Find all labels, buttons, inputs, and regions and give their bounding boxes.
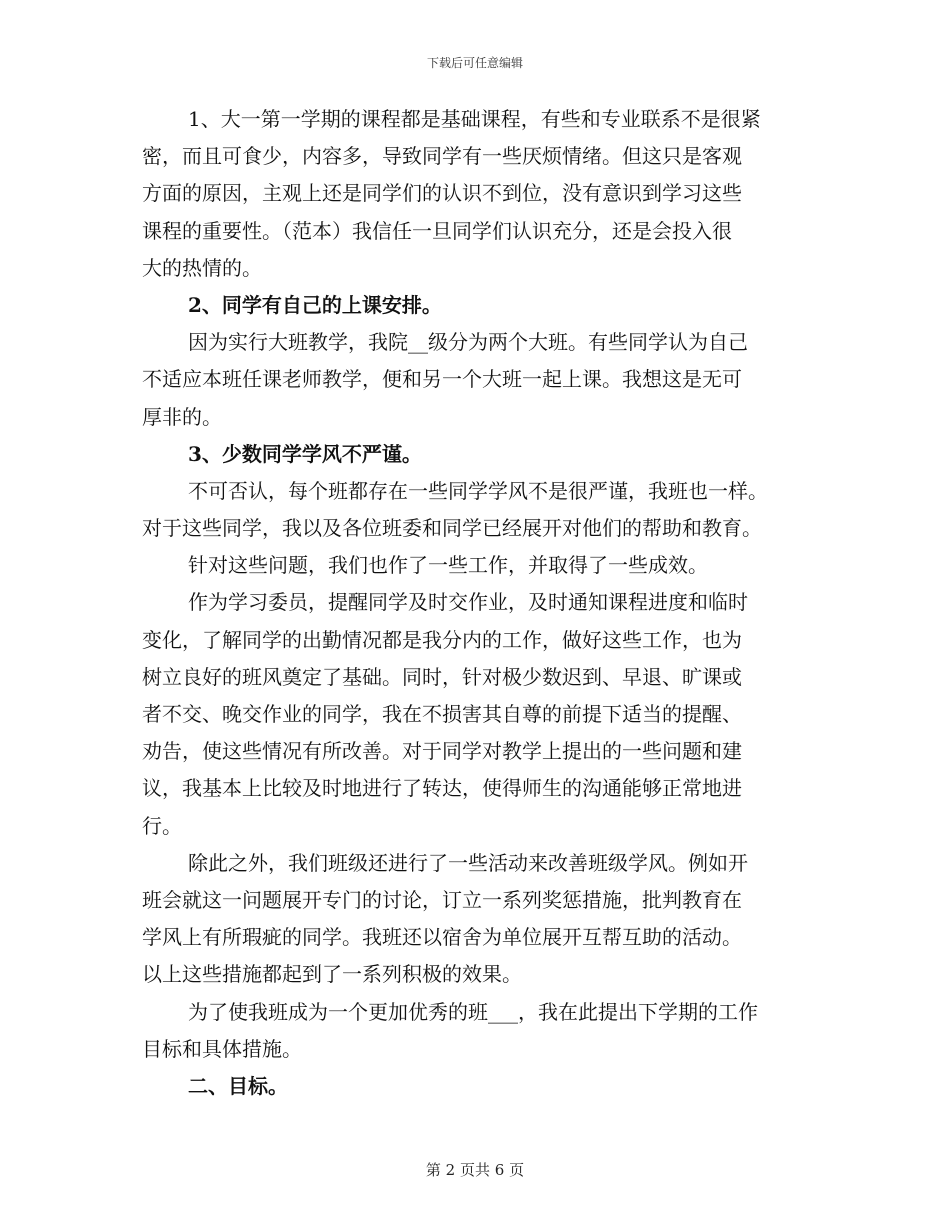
text-line: 学风上有所瑕疵的同学。我班还以宿舍为单位展开互帮互助的活动。 — [142, 925, 742, 950]
text-line: 针对这些问题，我们也作了一些工作，并取得了一些成效。 — [188, 553, 708, 578]
text-line: 议，我基本上比较及时地进行了转达，使得师生的沟通能够正常地进 — [142, 776, 742, 801]
text-line: 密，而且可食少，内容多，导致同学有一些厌烦情绪。但这只是客观 — [142, 144, 742, 169]
text-line: 因为实行大班教学，我院__级分为两个大班。有些同学认为自己 — [188, 330, 748, 355]
text-line: 作为学习委员，提醒同学及时交作业，及时通知课程进度和临时 — [188, 590, 748, 615]
page-header: 下载后可任意编辑 — [426, 56, 523, 70]
text-line: 以上这些措施都起到了一系列积极的效果。 — [142, 962, 522, 987]
text-line: 对于这些同学，我以及各位班委和同学已经展开对他们的帮助和教育。 — [142, 516, 762, 541]
document-body — [142, 101, 808, 1105]
text-line: 变化，了解同学的出勤情况都是我分内的工作，做好这些工作，也为 — [142, 627, 742, 652]
text-line: 树立良好的班风奠定了基础。同时，针对极少数迟到、早退、旷课或 — [142, 664, 742, 689]
text-line: 大的热情的。 — [142, 255, 262, 280]
text-line: 班会就这一问题展开专门的讨论，订立一系列奖惩措施，批判教育在 — [142, 887, 742, 912]
page-footer: 第 2 页共 6 页 — [425, 1161, 525, 1179]
section-heading: 二、目标。 — [188, 1073, 288, 1098]
text-line: 不适应本班任课老师教学，便和另一个大班一起上课。我想这是无可 — [142, 367, 742, 392]
text-line: 为了使我班成为一个更加优秀的班___，我在此提出下学期的工作 — [188, 999, 758, 1024]
section-heading: 3、少数同学学风不严谨。 — [188, 441, 422, 466]
text-line: 课程的重要性。（范本）我信任一旦同学们认识充分，还是会投入很 — [142, 218, 732, 243]
text-line: 1、大一第一学期的课程都是基础课程，有些和专业联系不是很紧 — [188, 107, 761, 131]
text-line: 者不交、晚交作业的同学，我在不损害其自尊的前提下适当的提醒、 — [142, 702, 742, 726]
text-line: 除此之外，我们班级还进行了一些活动来改善班级学风。例如开 — [188, 850, 748, 875]
text-line: 厚非的。 — [142, 404, 222, 429]
section-heading: 2、同学有自己的上课安排。 — [188, 292, 442, 317]
text-line: 方面的原因，主观上还是同学们的认识不到位，没有意识到学习这些 — [142, 181, 742, 206]
text-line: 劝告，使这些情况有所改善。对于同学对教学上提出的一些问题和建 — [142, 739, 742, 764]
text-line: 不可否认，每个班都存在一些同学学风不是很严谨，我班也一样。 — [188, 478, 768, 503]
text-line: 行。 — [142, 813, 182, 838]
text-line: 目标和具体措施。 — [142, 1036, 302, 1061]
